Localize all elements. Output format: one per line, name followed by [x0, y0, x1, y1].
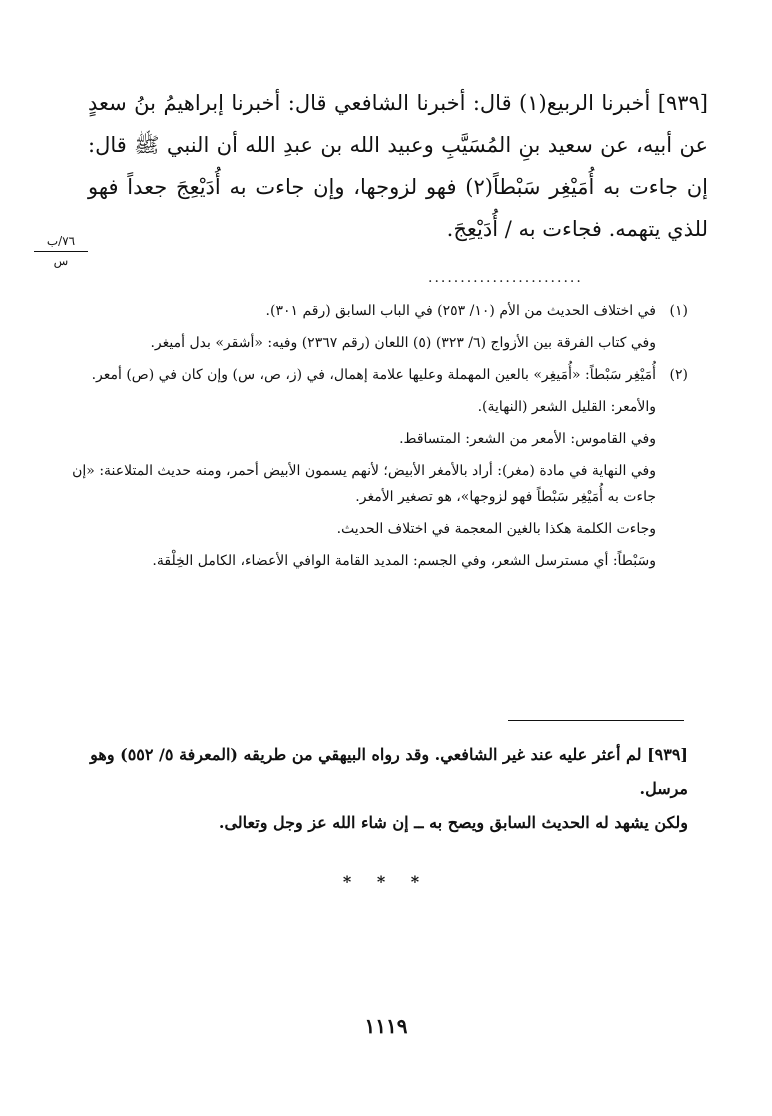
footnote-2-number: (٢) — [669, 367, 688, 383]
footnote-2-line1: (٢)أُمَيْغِر سَبْطاً: «أُمَيغِر» بالعين المهملة وعليها علامة إهمال، في (ز، ص، س) وإن كان في (ص) أمعر. — [60, 362, 688, 388]
page-number: ١١١٩ — [364, 1014, 408, 1038]
takhrij-section — [90, 738, 688, 840]
folio-number: ٧٦/ب — [34, 232, 88, 252]
footnote-separator: ........................ — [428, 270, 583, 286]
footnote-1-line2: وفي كتاب الفرقة بين الأزواج (٦/ ٣٢٣) (٥) اللعان (رقم ٢٣٦٧) وفيه: «أشقر» بدل أميغر. — [150, 335, 656, 351]
footnote-2-line2: والأمعر: القليل الشعر (النهاية). — [477, 399, 656, 415]
footnotes — [60, 298, 688, 580]
takhrij-line1: [٩٣٩] لم أعثر عليه عند غير الشافعي. وقد رواه البيهقي من طريقه (المعرفة ٥/ ٥٥٢) وهو مرسل. — [90, 745, 688, 798]
takhrij-rule — [508, 720, 684, 721]
hadith-paragraph: [٩٣٩] أخبرنا الربيع(١) قال: أخبرنا الشافعي قال: أخبرنا إبراهيمُ بنُ سعدٍ عن أبيه، عن سعيد بنِ المُسَيَّبِ وعبيد الله بن عبدِ الله أن النبي ﷺ قال: إن جاءت به أُمَيْغِر سَبْطاً(٢) فهو لزوجها، وإن جاءت به أُدَيْعِجَ جعداً فهو للذي يتهمه. فجاءت به / أُدَيْعِجَ. — [88, 91, 708, 241]
footnote-2-line4: وفي النهاية في مادة (مغر): أراد بالأمغر الأبيض؛ لأنهم يسمون الأبيض أحمر، ومنه حديث المتلاعنة: «إن جاءت به أُمَيْغِر سَبْطاً فهو لزوجها»، هو تصغير الأمغر. — [72, 463, 656, 505]
footnote-2-line3: وفي القاموس: الأمعر من الشعر: المتساقط. — [399, 431, 656, 447]
footnote-2-line5: وجاءت الكلمة هكذا بالغين المعجمة في اختلاف الحديث. — [336, 521, 656, 537]
manuscript-siglum: س — [53, 254, 69, 268]
footnote-2-line6: وسَبْطاً: أي مسترسل الشعر، وفي الجسم: المديد القامة الوافي الأعضاء، الكامل الخِلْقة. — [152, 553, 656, 569]
takhrij-line2: ولكن يشهد له الحديث السابق ويصح به ــ إن شاء الله عز وجل وتعالى. — [218, 813, 688, 832]
section-end-stars: * * * — [342, 872, 430, 891]
hadith-text — [88, 82, 708, 250]
footnote-1-line1: (١)في اختلاف الحديث من الأم (١٠/ ٢٥٣) في الباب السابق (رقم ٣٠١). — [60, 298, 688, 324]
manuscript-folio-note — [34, 232, 88, 270]
footnote-1-number: (١) — [669, 303, 688, 319]
